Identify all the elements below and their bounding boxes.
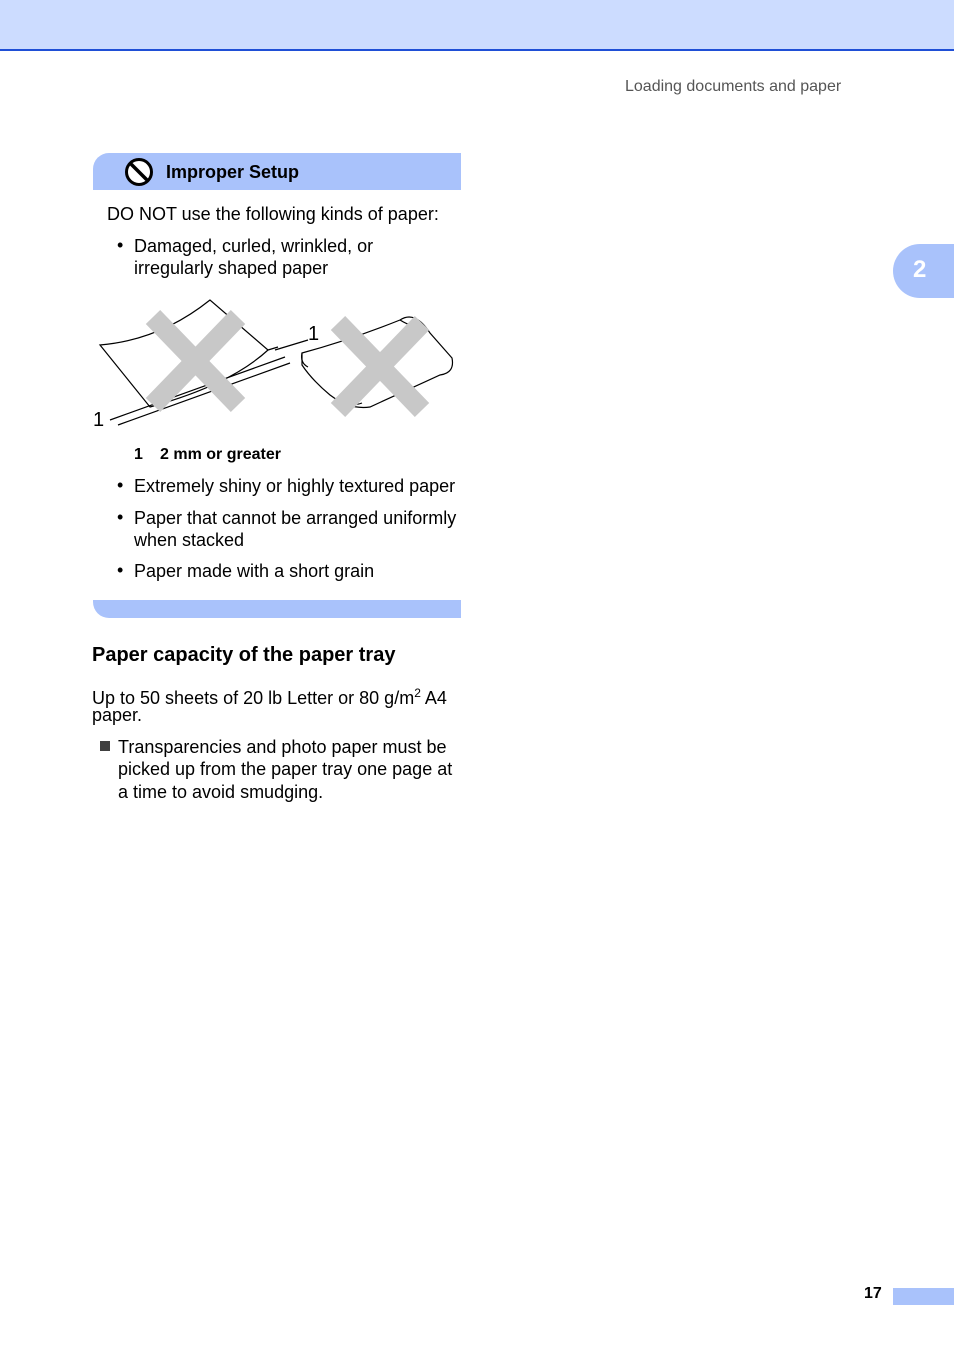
page-number: 17 <box>864 1285 882 1302</box>
callout-label-left: 1 <box>93 409 105 431</box>
chapter-tab <box>893 244 954 298</box>
improper-paper-illustration <box>90 295 460 435</box>
section-heading: Paper capacity of the paper tray <box>92 644 396 666</box>
note-square-bullet-icon <box>100 741 110 751</box>
capacity-text-a: Up to 50 sheets of 20 lb Letter or 80 g/m <box>92 688 415 708</box>
callout-label-right: 1 <box>308 323 320 345</box>
illustration-caption <box>134 446 281 464</box>
bullet-uniform-line-2: when stacked <box>134 530 245 550</box>
improper-setup-footer-bar <box>93 600 461 618</box>
caption-text: 2 mm or greater <box>160 446 281 463</box>
capacity-text-b: A4 <box>420 688 447 708</box>
improper-setup-header <box>93 153 461 190</box>
capacity-paragraph-line-2: paper. <box>92 705 143 725</box>
bullet-shiny: Extremely shiny or highly textured paper <box>134 476 456 496</box>
caption-number: 1 <box>134 446 143 463</box>
improper-setup-intro: DO NOT use the following kinds of paper: <box>107 204 439 224</box>
bullet-damaged-line-1: Damaged, curled, wrinkled, or <box>134 236 374 256</box>
page-number-bar <box>893 1288 954 1305</box>
bullet-dot: • <box>117 475 124 495</box>
chapter-number: 2 <box>913 256 927 283</box>
note-line-1: Transparencies and photo paper must be <box>118 737 447 757</box>
capacity-superscript: 2 <box>414 686 421 700</box>
bullet-dot: • <box>117 507 124 527</box>
improper-setup-title: Improper Setup <box>166 162 300 182</box>
running-header-title: Loading documents and paper <box>625 78 842 95</box>
note-line-2: picked up from the paper tray one page at <box>118 759 453 779</box>
top-header-band <box>0 0 954 51</box>
bullet-dot: • <box>117 235 124 255</box>
bullet-short-grain: Paper made with a short grain <box>134 561 375 581</box>
bullet-damaged-line-2: irregularly shaped paper <box>134 258 329 278</box>
note-line-3: a time to avoid smudging. <box>118 782 324 802</box>
prohibited-icon <box>124 157 154 187</box>
capacity-paragraph-line-1 <box>92 682 447 709</box>
bullet-uniform-line-1: Paper that cannot be arranged uniformly <box>134 508 457 528</box>
bullet-dot: • <box>117 560 124 580</box>
